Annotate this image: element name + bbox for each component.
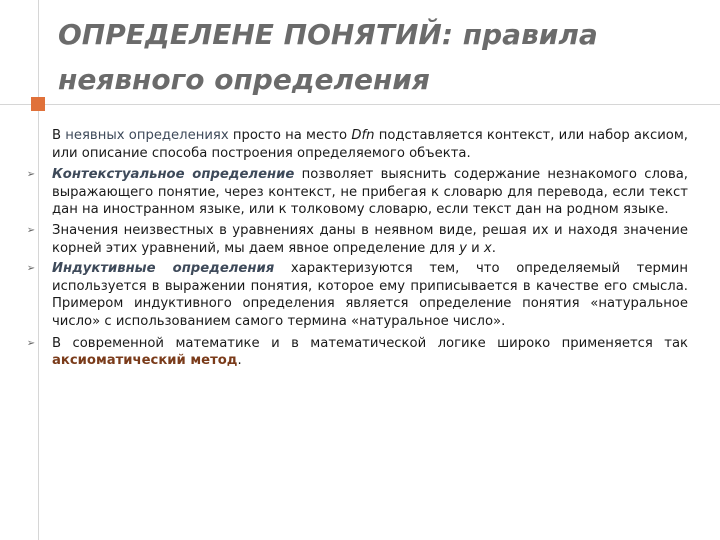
text-segment: позволяет выяснить содержание незнакомого слова, выражающего понятие, через контекст, не прибегая к словарю для перевода, если текст дан на иностранном языке, или к толковому словарю, если текст дан на родном языке. xyxy=(52,167,689,218)
term-axiomatic-method: аксиоматический метод xyxy=(52,353,238,369)
paragraph-implicit-definitions xyxy=(52,127,688,162)
text-segment: и xyxy=(466,240,484,256)
paragraph-axiomatic-method xyxy=(26,335,688,370)
slide-title: ОПРЕДЕЛЕНЕ ПОНЯТИЙ: правила неявного определения xyxy=(58,18,598,96)
paragraph-inductive-definitions xyxy=(26,260,688,330)
chevron-right-icon: ➢ xyxy=(26,169,36,181)
term-contextual-definition: Контекстуальное определение xyxy=(52,167,295,183)
term-inductive-definitions: Индуктивные определения xyxy=(52,261,275,277)
vertical-rule xyxy=(38,0,39,540)
variable-x: х xyxy=(483,240,492,256)
accent-square xyxy=(31,97,45,111)
variable-y: у xyxy=(459,240,467,256)
slide-body xyxy=(26,127,689,370)
chevron-right-icon: ➢ xyxy=(26,337,36,349)
text-segment: характеризуются тем, что определяемый термин используется в выражении понятия, которое ему приписывается в качестве его смысла. Примером индуктивного определения является определение понятия «натуральное число» с использованием самого термина «натуральное число». xyxy=(52,261,688,329)
text-segment: просто на место xyxy=(228,128,352,143)
term-implicit-definitions: неявных определениях xyxy=(65,128,229,143)
chevron-right-icon: ➢ xyxy=(26,263,36,275)
text-segment: В xyxy=(52,128,66,143)
text-segment: В современной математике и в математической логике широко применяется так xyxy=(52,335,688,351)
text-segment: подставляется контекст, или набор аксиом, или описание способа построения определяемого объекта. xyxy=(52,128,688,161)
text-segment: . xyxy=(491,240,496,256)
text-segment: . xyxy=(237,353,242,369)
text-segment: Значения неизвестных в уравнениях даны в неявном виде, решая их и находя значение корней этих уравнений, мы даем явное определение для xyxy=(52,222,688,256)
term-dfn: Dfn xyxy=(351,128,375,143)
horizontal-rule xyxy=(0,104,720,105)
paragraph-equations xyxy=(26,222,688,257)
paragraph-contextual-definition xyxy=(26,166,689,219)
chevron-right-icon: ➢ xyxy=(26,224,36,236)
